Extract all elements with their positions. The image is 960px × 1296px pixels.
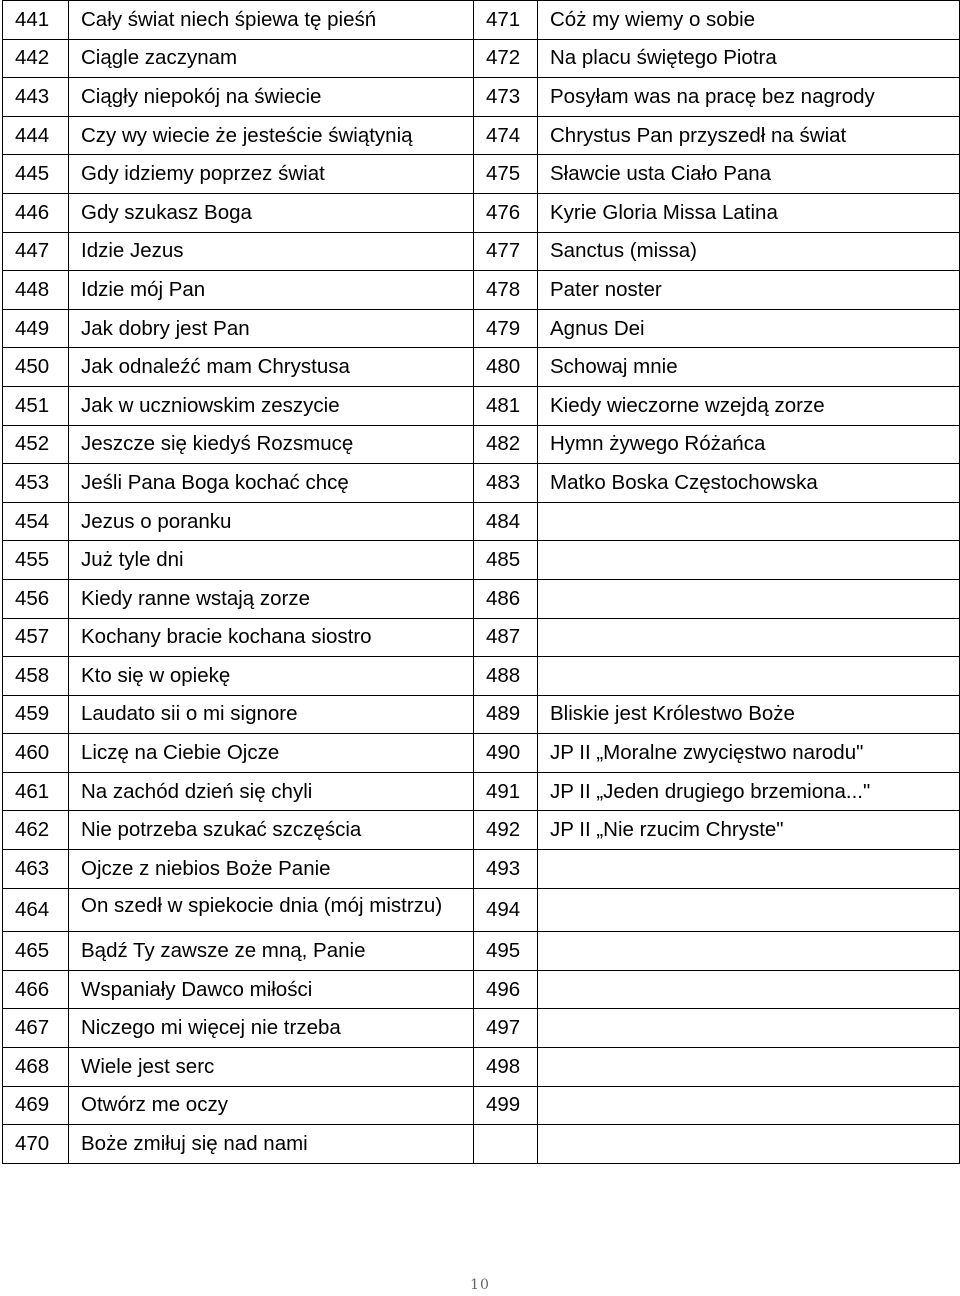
song-number-right: 482 — [474, 425, 538, 464]
song-title-right — [538, 970, 960, 1009]
song-title-right — [538, 657, 960, 696]
table-row — [3, 386, 960, 425]
song-number-right — [474, 1125, 538, 1164]
song-number-right: 486 — [474, 579, 538, 618]
song-title-left — [69, 888, 474, 932]
song-number-left: 453 — [3, 464, 69, 503]
song-number-right: 475 — [474, 155, 538, 194]
song-number-right: 480 — [474, 348, 538, 387]
song-number-right: 498 — [474, 1048, 538, 1087]
table-row — [3, 734, 960, 773]
song-number-left: 445 — [3, 155, 69, 194]
song-number-right: 483 — [474, 464, 538, 503]
song-number-right: 485 — [474, 541, 538, 580]
song-index-body — [3, 1, 960, 1164]
table-row — [3, 1009, 960, 1048]
song-number-left: 469 — [3, 1086, 69, 1125]
table-row — [3, 657, 960, 696]
table-row — [3, 618, 960, 657]
song-title-right: Kyrie Gloria Missa Latina — [538, 193, 960, 232]
song-number-right: 492 — [474, 811, 538, 850]
song-number-right: 493 — [474, 850, 538, 889]
table-row — [3, 271, 960, 310]
song-number-left: 454 — [3, 502, 69, 541]
song-title-left: Czy wy wiecie że jesteście świątynią — [69, 116, 474, 155]
table-row — [3, 888, 960, 932]
song-title-right: Matko Boska Częstochowska — [538, 464, 960, 503]
table-row — [3, 970, 960, 1009]
song-number-left: 466 — [3, 970, 69, 1009]
song-number-right: 472 — [474, 39, 538, 78]
table-row — [3, 1, 960, 40]
song-title-right: Kiedy wieczorne wzejdą zorze — [538, 386, 960, 425]
table-row — [3, 116, 960, 155]
song-title-left: Na zachód dzień się chyli — [69, 772, 474, 811]
song-title-text: On szedł w spiekocie dnia (mój mistrzu) — [81, 893, 443, 917]
song-number-right: 488 — [474, 657, 538, 696]
song-number-left: 456 — [3, 579, 69, 618]
table-row — [3, 348, 960, 387]
song-number-right: 479 — [474, 309, 538, 348]
table-row — [3, 425, 960, 464]
song-title-right — [538, 850, 960, 889]
song-title-left: Gdy szukasz Boga — [69, 193, 474, 232]
song-number-left: 451 — [3, 386, 69, 425]
song-title-left: Kto się w opiekę — [69, 657, 474, 696]
song-title-right: Pater noster — [538, 271, 960, 310]
song-number-left: 449 — [3, 309, 69, 348]
song-title-left: Nie potrzeba szukać szczęścia — [69, 811, 474, 850]
table-row — [3, 932, 960, 971]
table-row — [3, 850, 960, 889]
song-number-right: 499 — [474, 1086, 538, 1125]
song-title-left: Wiele jest serc — [69, 1048, 474, 1087]
song-number-left: 447 — [3, 232, 69, 271]
song-title-right — [538, 1086, 960, 1125]
table-row — [3, 541, 960, 580]
song-title-right: JP II „Moralne zwycięstwo narodu" — [538, 734, 960, 773]
song-title-left: Kochany bracie kochana siostro — [69, 618, 474, 657]
table-row — [3, 78, 960, 117]
table-row — [3, 1048, 960, 1087]
song-title-left: Bądź Ty zawsze ze mną, Panie — [69, 932, 474, 971]
song-title-right: Hymn żywego Różańca — [538, 425, 960, 464]
song-title-right — [538, 579, 960, 618]
song-title-right — [538, 1125, 960, 1164]
song-number-right: 484 — [474, 502, 538, 541]
song-number-left: 462 — [3, 811, 69, 850]
song-title-left: Gdy idziemy poprzez świat — [69, 155, 474, 194]
song-number-left: 441 — [3, 1, 69, 40]
table-row — [3, 811, 960, 850]
song-title-right: Schowaj mnie — [538, 348, 960, 387]
song-number-left: 461 — [3, 772, 69, 811]
song-title-left: Otwórz me oczy — [69, 1086, 474, 1125]
song-number-right: 489 — [474, 695, 538, 734]
table-row — [3, 579, 960, 618]
song-title-right: JP II „Jeden drugiego brzemiona..." — [538, 772, 960, 811]
table-row — [3, 193, 960, 232]
page-number: 10 — [470, 1277, 490, 1293]
song-number-right: 495 — [474, 932, 538, 971]
song-title-left: Niczego mi więcej nie trzeba — [69, 1009, 474, 1048]
song-title-left: Idzie mój Pan — [69, 271, 474, 310]
song-number-right: 487 — [474, 618, 538, 657]
song-number-right: 478 — [474, 271, 538, 310]
song-title-right: Agnus Dei — [538, 309, 960, 348]
song-number-left: 444 — [3, 116, 69, 155]
song-title-right: Posyłam was na pracę bez nagrody — [538, 78, 960, 117]
song-number-right: 490 — [474, 734, 538, 773]
song-number-left: 459 — [3, 695, 69, 734]
song-number-right: 494 — [474, 888, 538, 932]
song-title-right: Sławcie usta Ciało Pana — [538, 155, 960, 194]
song-number-right: 496 — [474, 970, 538, 1009]
song-title-left: Już tyle dni — [69, 541, 474, 580]
song-number-left: 463 — [3, 850, 69, 889]
song-title-right — [538, 541, 960, 580]
song-number-right: 481 — [474, 386, 538, 425]
song-title-left: Liczę na Ciebie Ojcze — [69, 734, 474, 773]
song-number-left: 455 — [3, 541, 69, 580]
table-row — [3, 695, 960, 734]
song-number-right: 491 — [474, 772, 538, 811]
song-number-left: 464 — [3, 888, 69, 932]
song-title-left: Jak odnaleźć mam Chrystusa — [69, 348, 474, 387]
table-row — [3, 1125, 960, 1164]
song-title-right — [538, 502, 960, 541]
song-number-left: 452 — [3, 425, 69, 464]
song-title-right — [538, 1009, 960, 1048]
song-title-right: Chrystus Pan przyszedł na świat — [538, 116, 960, 155]
song-number-left: 458 — [3, 657, 69, 696]
song-title-left: Laudato sii o mi signore — [69, 695, 474, 734]
table-row — [3, 464, 960, 503]
song-number-right: 497 — [474, 1009, 538, 1048]
song-title-right — [538, 932, 960, 971]
song-number-right: 477 — [474, 232, 538, 271]
song-title-left: Jeśli Pana Boga kochać chcę — [69, 464, 474, 503]
song-title-left: Wspaniały Dawco miłości — [69, 970, 474, 1009]
table-row — [3, 309, 960, 348]
song-number-left: 468 — [3, 1048, 69, 1087]
song-title-right: Bliskie jest Królestwo Boże — [538, 695, 960, 734]
song-number-right: 473 — [474, 78, 538, 117]
table-row — [3, 1086, 960, 1125]
song-number-left: 457 — [3, 618, 69, 657]
table-row — [3, 232, 960, 271]
song-index-table — [2, 0, 960, 1164]
song-title-right: JP II „Nie rzucim Chryste" — [538, 811, 960, 850]
song-title-left: Jak dobry jest Pan — [69, 309, 474, 348]
song-number-left: 470 — [3, 1125, 69, 1164]
song-title-left: Ojcze z niebios Boże Panie — [69, 850, 474, 889]
table-row — [3, 155, 960, 194]
song-title-left: Boże zmiłuj się nad nami — [69, 1125, 474, 1164]
song-number-left: 467 — [3, 1009, 69, 1048]
table-row — [3, 39, 960, 78]
song-title-right: Cóż my wiemy o sobie — [538, 1, 960, 40]
song-title-left: Ciągły niepokój na świecie — [69, 78, 474, 117]
song-number-right: 476 — [474, 193, 538, 232]
song-number-right: 474 — [474, 116, 538, 155]
song-title-left: Jak w uczniowskim zeszycie — [69, 386, 474, 425]
song-title-right: Sanctus (missa) — [538, 232, 960, 271]
song-number-left: 460 — [3, 734, 69, 773]
table-row — [3, 502, 960, 541]
song-title-right — [538, 618, 960, 657]
song-title-right — [538, 888, 960, 932]
song-title-left: Kiedy ranne wstają zorze — [69, 579, 474, 618]
song-number-left: 465 — [3, 932, 69, 971]
song-title-left: Idzie Jezus — [69, 232, 474, 271]
song-number-left: 446 — [3, 193, 69, 232]
song-number-left: 450 — [3, 348, 69, 387]
song-title-left: Jezus o poranku — [69, 502, 474, 541]
song-title-left: Ciągle zaczynam — [69, 39, 474, 78]
song-title-right: Na placu świętego Piotra — [538, 39, 960, 78]
song-number-left: 443 — [3, 78, 69, 117]
song-number-right: 471 — [474, 1, 538, 40]
song-title-left: Jeszcze się kiedyś Rozsmucę — [69, 425, 474, 464]
song-number-left: 442 — [3, 39, 69, 78]
table-row — [3, 772, 960, 811]
song-title-left: Cały świat niech śpiewa tę pieśń — [69, 1, 474, 40]
song-number-left: 448 — [3, 271, 69, 310]
song-title-right — [538, 1048, 960, 1087]
